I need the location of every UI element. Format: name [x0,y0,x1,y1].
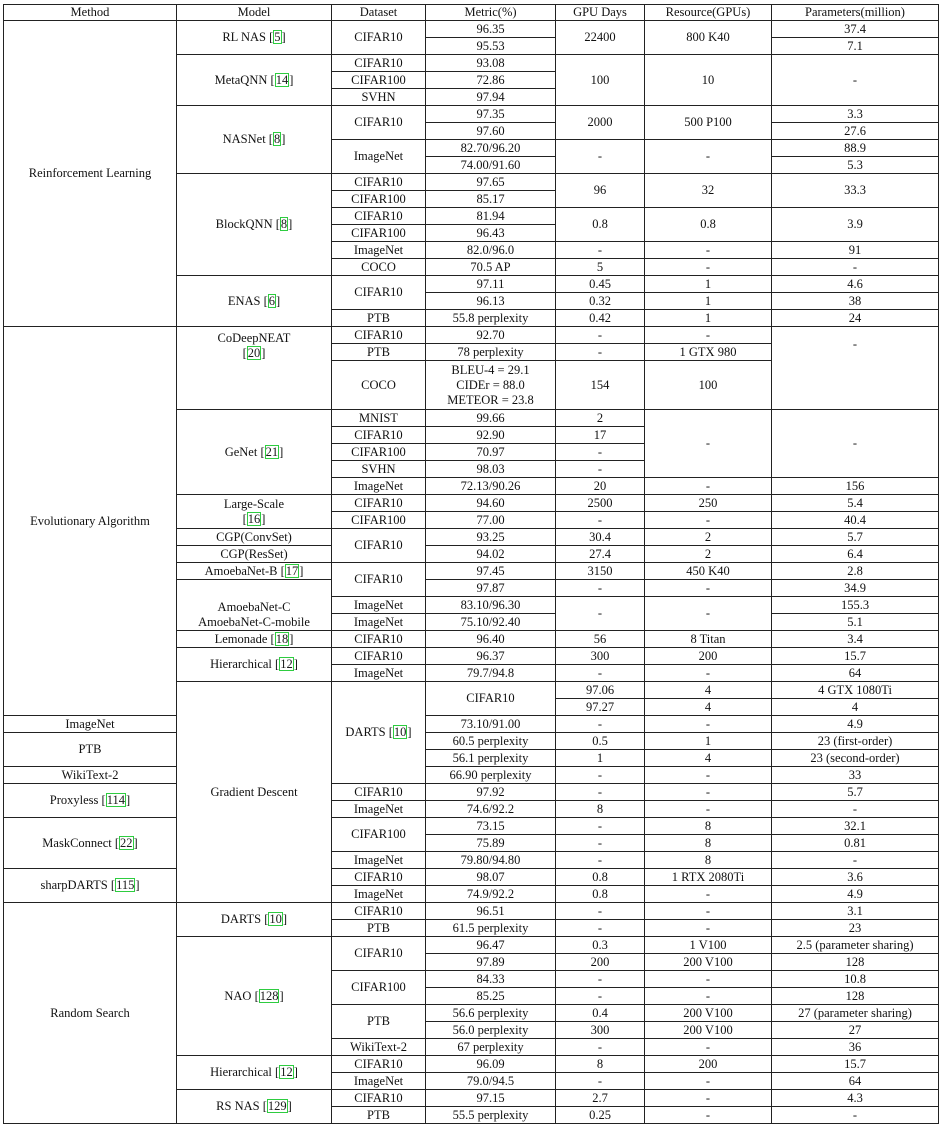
model-cell: DARTS [10] [332,682,426,784]
citation-link[interactable]: 5 [274,30,281,44]
citation-link[interactable]: 18 [275,631,289,646]
table-row: PTB 55.8 perplexity 0.42 1 24 [4,310,939,327]
model-cell: Large-Scale [16] [177,495,332,529]
table-row: SVHN 97.94 [4,89,939,106]
citation-link[interactable]: 129 [267,1099,287,1113]
table-row: 75.89 - 8 0.81 [4,835,939,852]
table-row: ImageNet 82.70/96.20 - - 88.9 [4,140,939,157]
table-row: CIFAR100 72.86 [4,72,939,89]
citation-link[interactable]: 128 [259,988,279,1003]
table-row: 85.25 - - 128 [4,988,939,1005]
col-header-gpu-days: GPU Days [556,5,645,21]
table-row: WikiText-2 67 perplexity - - 36 [4,1039,939,1056]
col-header-dataset: Dataset [332,5,426,21]
citation-link[interactable]: 10 [393,725,407,739]
model-cell: Hierarchical [12] [177,648,332,682]
model-cell: CGP(ResSet) [177,546,332,563]
table-row: MaskConnect [22] CIFAR100 73.15 - 8 32.1 [4,818,939,835]
table-row: PTB 78 perplexity - 1 GTX 980 [4,344,939,361]
table-row: WikiText-2 66.90 perplexity - - 33 [4,767,939,784]
table-row: 97.27 4 4 [4,699,939,716]
model-cell: MetaQNN [14] [177,55,332,106]
table-row: PTB 60.5 perplexity 0.5 1 23 (first-order) [4,733,939,750]
table-row: COCO BLEU-4 = 29.1 CIDEr = 88.0 METEOR = 23.8 154 100 [4,361,939,410]
model-cell: DARTS [10] [177,903,332,937]
model-cell: Lemonade [18] [177,631,332,648]
table-row: 74.00/91.60 5.3 [4,157,939,174]
table-row: Evolutionary Algorithm CoDeepNEAT [20] CIFAR10 92.70 - - - [4,327,939,344]
model-cell: RS NAS [129] [177,1090,332,1124]
citation-link[interactable]: 10 [269,912,282,926]
table-row: CGP(ResSet) 94.02 27.4 2 6.4 [4,546,939,563]
citation-link[interactable]: 21 [265,444,279,459]
table-row: 97.60 27.6 [4,123,939,140]
table-row: 56.0 perplexity 300 200 V100 27 [4,1022,939,1039]
model-cell: NAO [128] [177,937,332,1056]
model-cell: AmoebaNet-B [17] [177,563,332,580]
table-row: ENAS [6] CIFAR10 97.11 0.45 1 4.6 [4,276,939,293]
model-cell: CGP(ConvSet) [177,529,332,546]
table-row: 95.53 7.1 [4,38,939,55]
table-row: CIFAR10 92.90 17 [4,427,939,444]
table-row: Lemonade [18] CIFAR10 96.40 56 8 Titan 3.4 [4,631,939,648]
citation-link[interactable]: 115 [116,878,135,892]
table-row: ImageNet 74.9/92.2 0.8 - 4.9 [4,886,939,903]
table-row: ImageNet 75.10/92.40 5.1 [4,614,939,631]
method-cell: Random Search [4,903,177,1124]
model-cell: GeNet [21] [177,410,332,495]
model-cell: RL NAS [5] [177,21,332,55]
table-row: CIFAR100 84.33 - - 10.8 [4,971,939,988]
method-cell: Reinforcement Learning [4,21,177,327]
model-cell: BlockQNN [8] [177,174,332,276]
table-row: Hierarchical [12] CIFAR10 96.37 300 200 15.7 [4,648,939,665]
table-row: RS NAS [129] CIFAR10 97.15 2.7 - 4.3 [4,1090,939,1107]
table-row: ImageNet 74.6/92.2 8 - - [4,801,939,818]
model-cell: MaskConnect [22] [4,818,177,869]
table-row: ImageNet 72.13/90.26 20 - 156 [4,478,939,495]
table-row: ImageNet 82.0/96.0 - - 91 [4,242,939,259]
table-row: ImageNet 83.10/96.30 - - 155.3 [4,597,939,614]
table-row: PTB 61.5 perplexity - - 23 [4,920,939,937]
table-row: PTB 56.6 perplexity 0.4 200 V100 27 (parameter sharing) [4,1005,939,1022]
model-cell: ENAS [6] [177,276,332,327]
col-header-model: Model [177,5,332,21]
table-row: CIFAR100 85.17 [4,191,939,208]
header-row [4,5,939,21]
table-row: ImageNet 73.10/91.00 - - 4.9 [4,716,939,733]
citation-link[interactable]: 16 [247,511,261,526]
table-row: GeNet [21] MNIST 99.66 2 - - [4,410,939,427]
table-row: AmoebaNet-C AmoebaNet-C-mobile 97.87 - - 34.9 [4,580,939,597]
table-row: Gradient Descent DARTS [10] CIFAR10 97.06 4 4 GTX 1080Ti [4,682,939,699]
method-cell: Gradient Descent [177,682,332,903]
table-row: CIFAR100 77.00 - - 40.4 [4,512,939,529]
table-row: ImageNet 79.80/94.80 - 8 - [4,852,939,869]
table-row: NAO [128] CIFAR10 96.47 0.3 1 V100 2.5 (parameter sharing) [4,937,939,954]
col-header-method: Method [4,5,177,21]
table-row: 96.13 0.32 1 38 [4,293,939,310]
table-row: sharpDARTS [115] CIFAR10 98.07 0.8 1 RTX 2080Ti 3.6 [4,869,939,886]
col-header-resource: Resource(GPUs) [645,5,772,21]
citation-link[interactable]: 12 [280,1065,293,1079]
method-cell: Evolutionary Algorithm [4,327,177,716]
table-row: Hierarchical [12] CIFAR10 96.09 8 200 15.7 [4,1056,939,1073]
model-cell: NASNet [8] [177,106,332,174]
nas-comparison-table [3,4,939,1124]
table-row: NASNet [8] CIFAR10 97.35 2000 500 P100 3.3 [4,106,939,123]
citation-link[interactable]: 8 [280,217,288,231]
citation-link[interactable]: 12 [280,657,293,671]
table-row: SVHN 98.03 - [4,461,939,478]
table-row: ImageNet 79.0/94.5 - - 64 [4,1073,939,1090]
citation-link[interactable]: 14 [275,72,289,87]
table-row: 56.1 perplexity 1 4 23 (second-order) [4,750,939,767]
col-header-parameters: Parameters(million) [772,5,939,21]
citation-link[interactable]: 6 [268,293,276,308]
model-cell: sharpDARTS [115] [4,869,177,903]
table-row: Reinforcement Learning RL NAS [5] CIFAR10 96.35 22400 800 K40 37.4 [4,21,939,38]
table-row: Large-Scale [16] CIFAR10 94.60 2500 250 5.4 [4,495,939,512]
model-cell: Hierarchical [12] [177,1056,332,1090]
table-row: Proxyless [114] CIFAR10 97.92 - - 5.7 [4,784,939,801]
table-row: 97.89 200 200 V100 128 [4,954,939,971]
citation-link[interactable]: 22 [120,835,133,850]
table-row: Random Search DARTS [10] CIFAR10 96.51 - - 3.1 [4,903,939,920]
table-row: PTB 55.5 perplexity 0.25 - - [4,1107,939,1124]
table-row: COCO 70.5 AP 5 - - [4,259,939,276]
table-row: CIFAR100 70.97 - [4,444,939,461]
table-row: CIFAR100 96.43 [4,225,939,242]
table-row: CIFAR10 81.94 0.8 0.8 3.9 [4,208,939,225]
citation-link[interactable]: 8 [273,132,281,146]
table-row: CGP(ConvSet) CIFAR10 93.25 30.4 2 5.7 [4,529,939,546]
table-row: ImageNet 79.7/94.8 - - 64 [4,665,939,682]
citation-link[interactable]: 20 [247,346,261,360]
model-cell: Proxyless [114] [4,784,177,818]
model-cell: AmoebaNet-C AmoebaNet-C-mobile [177,580,332,631]
table-row: AmoebaNet-B [17] CIFAR10 97.45 3150 450 K40 2.8 [4,563,939,580]
col-header-metric: Metric(%) [426,5,556,21]
table-row: BlockQNN [8] CIFAR10 97.65 96 32 33.3 [4,174,939,191]
model-cell: CoDeepNEAT [20] [177,327,332,410]
table-row: MetaQNN [14] CIFAR10 93.08 100 10 - [4,55,939,72]
citation-link[interactable]: 114 [106,793,126,807]
citation-link[interactable]: 17 [285,563,299,578]
